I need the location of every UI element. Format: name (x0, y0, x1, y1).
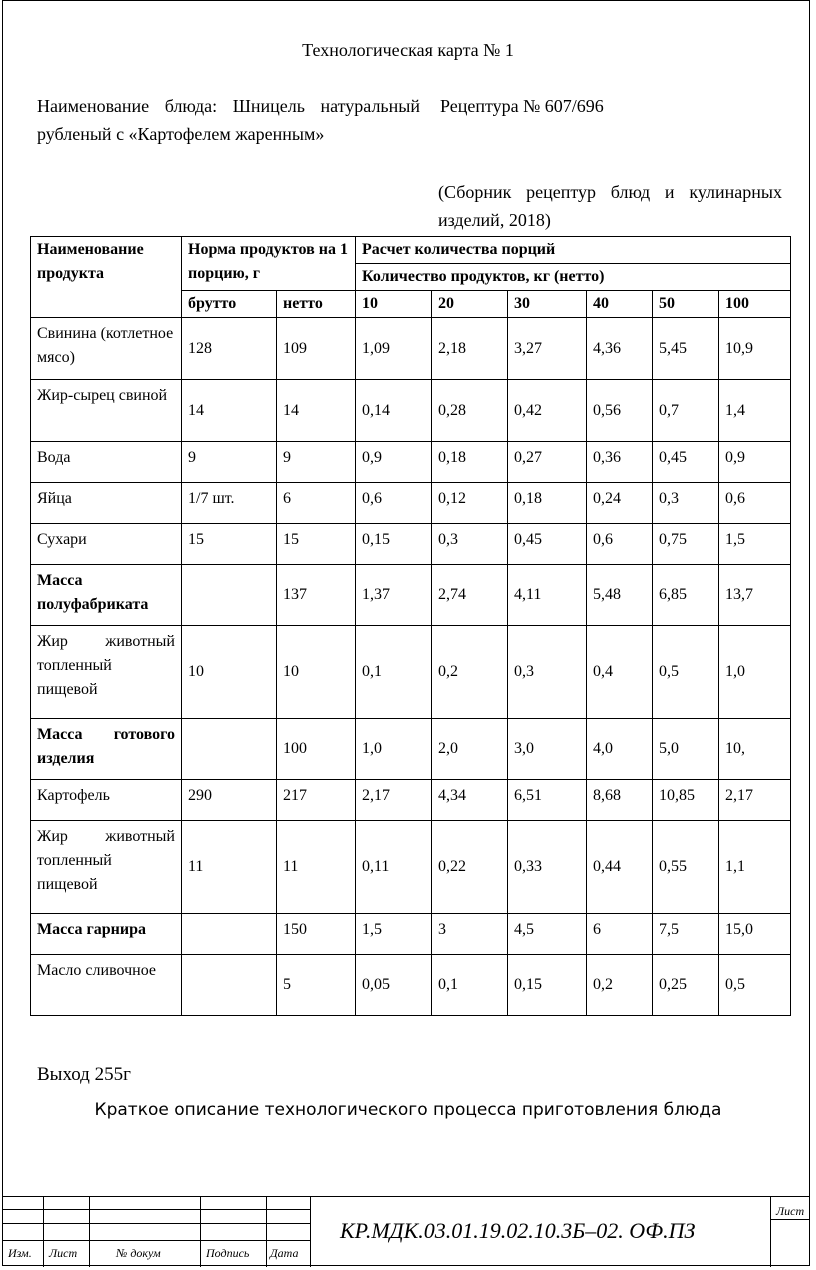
brutto-value: 9 (182, 442, 277, 483)
portion-value: 10,85 (653, 780, 719, 821)
table-row (31, 626, 791, 719)
brutto-value: 128 (182, 318, 277, 380)
table-row (31, 955, 791, 1016)
brutto-value: 290 (182, 780, 277, 821)
portion-value: 0,3 (432, 524, 508, 565)
header-portion: 20 (432, 291, 508, 318)
table-row (31, 380, 791, 442)
product-name: Яйца (31, 483, 182, 524)
product-name: Вода (31, 442, 182, 483)
description-heading: Краткое описание технологического процесса приготовления блюда (94, 1100, 722, 1120)
portion-value: 0,56 (587, 380, 653, 442)
header-portion: 10 (356, 291, 432, 318)
table-row (31, 914, 791, 955)
header-norm: Норма продуктов на 1 порцию, г (182, 237, 356, 291)
header-portion: 30 (508, 291, 587, 318)
portion-value: 1,09 (356, 318, 432, 380)
brutto-value: 14 (182, 380, 277, 442)
portion-value: 1,4 (719, 380, 791, 442)
portion-value: 0,75 (653, 524, 719, 565)
brutto-value (182, 719, 277, 780)
stamp-sign: Подпись (206, 1246, 250, 1260)
portion-value: 0,3 (653, 483, 719, 524)
stamp-izm: Изм. (8, 1246, 32, 1260)
netto-value: 6 (277, 483, 356, 524)
product-name: Картофель (31, 780, 182, 821)
portion-value: 2,18 (432, 318, 508, 380)
portion-value: 0,05 (356, 955, 432, 1016)
netto-value: 5 (277, 955, 356, 1016)
portion-value: 3,0 (508, 719, 587, 780)
portion-value: 2,0 (432, 719, 508, 780)
portion-value: 0,5 (653, 626, 719, 719)
recipe-source: (Сборник рецептур блюд и кулинарных изделий, 2018) (438, 182, 782, 230)
netto-value: 14 (277, 380, 356, 442)
portion-value: 0,24 (587, 483, 653, 524)
portion-value: 8,68 (587, 780, 653, 821)
table-row (31, 442, 791, 483)
portion-value: 1,1 (719, 821, 791, 914)
portion-value: 5,48 (587, 565, 653, 626)
product-name: Масса гарнира (31, 914, 182, 955)
brutto-value: 10 (182, 626, 277, 719)
netto-value: 150 (277, 914, 356, 955)
portion-value: 0,27 (508, 442, 587, 483)
portion-value: 10,9 (719, 318, 791, 380)
portion-value: 4,5 (508, 914, 587, 955)
product-name: Масса готового изделия (31, 719, 182, 780)
stamp-doc-no: № докум (116, 1246, 161, 1260)
portion-value: 3,27 (508, 318, 587, 380)
header-product: Наименование продукта (31, 237, 182, 318)
brutto-value: 1/7 шт. (182, 483, 277, 524)
portion-value: 0,3 (508, 626, 587, 719)
stamp-date: Дата (270, 1246, 299, 1260)
product-name: Сухари (31, 524, 182, 565)
portion-value: 0,33 (508, 821, 587, 914)
portion-value: 6,85 (653, 565, 719, 626)
dish-name: Наименование блюда: Шницель натуральный рубленый с «Картофелем жаренным» (37, 96, 420, 144)
portion-value: 2,17 (719, 780, 791, 821)
portion-value: 10, (719, 719, 791, 780)
brutto-value (182, 955, 277, 1016)
brutto-value (182, 914, 277, 955)
portion-value: 6,51 (508, 780, 587, 821)
header-qty: Количество продуктов, кг (нетто) (356, 264, 791, 291)
portion-value: 0,18 (508, 483, 587, 524)
stamp-sheet: Лист (776, 1204, 805, 1218)
stamp-list: Лист (49, 1246, 78, 1260)
portion-value: 5,0 (653, 719, 719, 780)
product-name: Масло сливочное (31, 955, 182, 1016)
portion-value: 0,2 (432, 626, 508, 719)
document-code: КР.МДК.03.01.19.02.10.3Б–02. ОФ.ПЗ (340, 1218, 696, 1243)
portion-value: 0,6 (587, 524, 653, 565)
header-portion: 100 (719, 291, 791, 318)
header-calc: Расчет количества порций (356, 237, 791, 264)
portion-value: 0,45 (508, 524, 587, 565)
recipe-number: Рецептура № 607/696 (440, 96, 604, 116)
portion-value: 5,45 (653, 318, 719, 380)
portion-value: 0,5 (719, 955, 791, 1016)
table-row (31, 318, 791, 380)
portion-value: 0,55 (653, 821, 719, 914)
product-name: Свинина (котлетное мясо) (31, 318, 182, 380)
header-portion: 40 (587, 291, 653, 318)
portion-value: 0,44 (587, 821, 653, 914)
portion-value: 7,5 (653, 914, 719, 955)
table-row (31, 524, 791, 565)
table-row (31, 483, 791, 524)
product-name: Масса полуфабриката (31, 565, 182, 626)
portion-value: 2,17 (356, 780, 432, 821)
netto-value: 137 (277, 565, 356, 626)
portion-value: 15,0 (719, 914, 791, 955)
portion-value: 0,22 (432, 821, 508, 914)
portion-value: 4,11 (508, 565, 587, 626)
product-name: Жир-сырец свиной (31, 380, 182, 442)
portion-value: 0,1 (356, 626, 432, 719)
portion-value: 1,37 (356, 565, 432, 626)
portion-value: 0,1 (432, 955, 508, 1016)
portion-value: 0,2 (587, 955, 653, 1016)
netto-value: 10 (277, 626, 356, 719)
brutto-value: 15 (182, 524, 277, 565)
netto-value: 11 (277, 821, 356, 914)
portion-value: 0,36 (587, 442, 653, 483)
portion-value: 0,42 (508, 380, 587, 442)
portion-value: 0,12 (432, 483, 508, 524)
portion-value: 0,15 (356, 524, 432, 565)
recipe-table (30, 236, 791, 1016)
portion-value: 4,36 (587, 318, 653, 380)
output-yield: Выход 255г (37, 1064, 131, 1085)
portion-value: 1,0 (356, 719, 432, 780)
portion-value: 0,7 (653, 380, 719, 442)
portion-value: 6 (587, 914, 653, 955)
portion-value: 1,0 (719, 626, 791, 719)
portion-value: 1,5 (719, 524, 791, 565)
netto-value: 9 (277, 442, 356, 483)
portion-value: 13,7 (719, 565, 791, 626)
netto-value: 217 (277, 780, 356, 821)
doc-title: Технологическая карта № 1 (302, 40, 514, 60)
table-row (31, 719, 791, 780)
portion-value: 0,25 (653, 955, 719, 1016)
portion-value: 0,15 (508, 955, 587, 1016)
header-portion: 50 (653, 291, 719, 318)
portion-value: 0,9 (356, 442, 432, 483)
header-netto: нетто (277, 291, 356, 318)
portion-value: 4,34 (432, 780, 508, 821)
portion-value: 0,45 (653, 442, 719, 483)
portion-value: 2,74 (432, 565, 508, 626)
netto-value: 100 (277, 719, 356, 780)
portion-value: 0,9 (719, 442, 791, 483)
table-row (31, 565, 791, 626)
product-name: Жир животный топленный пищевой (31, 821, 182, 914)
portion-value: 0,11 (356, 821, 432, 914)
portion-value: 1,5 (356, 914, 432, 955)
table-row (31, 821, 791, 914)
portion-value: 0,28 (432, 380, 508, 442)
netto-value: 109 (277, 318, 356, 380)
portion-value: 0,4 (587, 626, 653, 719)
portion-value: 0,14 (356, 380, 432, 442)
brutto-value: 11 (182, 821, 277, 914)
portion-value: 0,18 (432, 442, 508, 483)
header-brutto: брутто (182, 291, 277, 318)
product-name: Жир животный топленный пищевой (31, 626, 182, 719)
portion-value: 0,6 (719, 483, 791, 524)
portion-value: 3 (432, 914, 508, 955)
table-row (31, 780, 791, 821)
portion-value: 4,0 (587, 719, 653, 780)
netto-value: 15 (277, 524, 356, 565)
portion-value: 0,6 (356, 483, 432, 524)
brutto-value (182, 565, 277, 626)
